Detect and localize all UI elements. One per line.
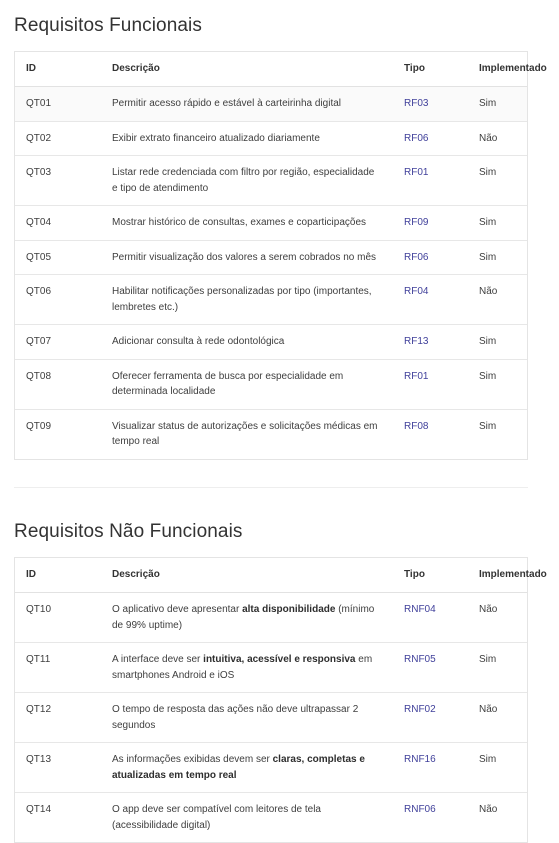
requirement-implemented: Não — [468, 593, 527, 643]
requirement-description: Permitir acesso rápido e estável à carteirinha digital — [101, 87, 393, 122]
requirement-id: QT03 — [15, 156, 101, 206]
table-row — [15, 87, 527, 122]
section-divider — [14, 487, 528, 488]
description-emphasis: claras, completas e atualizadas em tempo real — [112, 754, 365, 781]
description-text: O tempo de resposta das ações não deve ultrapassar 2 segundos — [112, 704, 359, 731]
requirement-implemented: Não — [468, 121, 527, 156]
requirement-description — [101, 643, 393, 693]
requirement-description: Adicionar consulta à rede odontológica — [101, 325, 393, 360]
requirement-id: QT06 — [15, 275, 101, 325]
nonfunctional-requirements-table — [15, 558, 547, 842]
requirement-type — [393, 275, 468, 325]
requirement-type-link[interactable]: RF01 — [404, 370, 429, 382]
requirement-description: Listar rede credenciada com filtro por região, especialidade e tipo de atendimento — [101, 156, 393, 206]
table-row — [15, 206, 527, 241]
header-implemented: Implementado — [468, 558, 527, 593]
requirement-description: Permitir visualização dos valores a serem cobrados no mês — [101, 240, 393, 275]
requirement-type — [393, 793, 468, 843]
table-header-row — [15, 52, 527, 87]
requirement-type-link[interactable]: RNF02 — [404, 704, 436, 715]
header-implemented: Implementado — [468, 52, 527, 87]
requirement-id: QT05 — [15, 240, 101, 275]
requirement-id: QT07 — [15, 325, 101, 360]
functional-requirements-table — [15, 52, 547, 459]
requirement-type — [393, 693, 468, 743]
header-type: Tipo — [393, 558, 468, 593]
requirement-id: QT13 — [15, 743, 101, 793]
requirement-description: Oferecer ferramenta de busca por especialidade em determinada localidade — [101, 359, 393, 409]
nonfunctional-table-container — [14, 557, 547, 843]
table-row — [15, 593, 527, 643]
requirement-type — [393, 409, 468, 459]
requirement-id: QT08 — [15, 359, 101, 409]
requirement-description — [101, 693, 393, 743]
table-row — [15, 693, 527, 743]
table-header-row — [15, 558, 527, 593]
requirement-id: QT01 — [15, 87, 101, 122]
table-row — [15, 275, 527, 325]
requirement-type-link[interactable]: RF06 — [404, 251, 429, 263]
description-emphasis: alta disponibilidade — [242, 604, 336, 615]
description-text: (mínimo de 99% uptime) — [112, 604, 375, 631]
requirement-id: QT09 — [26, 420, 52, 432]
description-emphasis: intuitiva, acessível e responsiva — [203, 654, 356, 665]
requirement-implemented: Não — [468, 275, 527, 325]
requirement-description — [101, 743, 393, 793]
table-row — [15, 156, 527, 206]
header-description: Descrição — [101, 52, 393, 87]
description-text: As informações exibidas devem ser — [112, 754, 273, 765]
requirement-type — [393, 156, 468, 206]
header-id: ID — [15, 52, 101, 87]
functional-table-body — [15, 87, 527, 459]
table-row — [15, 359, 527, 409]
functional-section-title: Requisitos Funcionais — [14, 15, 202, 36]
requirement-type-link[interactable]: RNF05 — [404, 654, 436, 665]
requirement-id: QT10 — [15, 593, 101, 643]
table-row — [15, 743, 527, 793]
requirement-type — [393, 121, 468, 156]
requirement-type — [393, 643, 468, 693]
requirement-type — [393, 593, 468, 643]
requirement-type-link[interactable]: RNF06 — [404, 804, 436, 815]
requirement-implemented: Sim — [468, 325, 527, 360]
requirement-type-link[interactable]: RF13 — [404, 336, 429, 347]
requirement-implemented: Sim — [468, 240, 527, 275]
requirement-implemented: Não — [468, 693, 527, 743]
nonfunctional-table-body — [15, 593, 527, 843]
requirement-implemented: Sim — [468, 643, 527, 693]
nonfunctional-section-title: Requisitos Não Funcionais — [14, 521, 243, 542]
requirement-id: QT02 — [15, 121, 101, 156]
header-id: ID — [15, 558, 101, 593]
table-row — [15, 643, 527, 693]
functional-table-container — [14, 51, 547, 460]
description-text: A interface deve ser — [112, 654, 204, 665]
requirement-type-link[interactable]: RF06 — [404, 132, 429, 144]
requirement-description: Exibir extrato financeiro atualizado diariamente — [101, 121, 393, 156]
requirement-id: QT14 — [26, 804, 52, 815]
requirement-type-link[interactable]: RF08 — [404, 420, 429, 432]
table-row — [15, 240, 527, 275]
requirement-type-link[interactable]: RF04 — [404, 286, 429, 297]
requirement-implemented: Sim — [479, 420, 497, 432]
requirement-description: Visualizar status de autorizações e solicitações médicas em tempo real — [112, 420, 378, 447]
requirement-description — [101, 793, 393, 843]
requirement-type — [393, 359, 468, 409]
table-row — [15, 325, 527, 360]
requirement-id: QT12 — [15, 693, 101, 743]
table-row — [15, 409, 527, 459]
requirement-description — [101, 593, 393, 643]
requirement-implemented: Não — [479, 804, 498, 815]
requirement-implemented: Sim — [468, 87, 527, 122]
requirement-type-link[interactable]: RF09 — [404, 217, 429, 228]
requirement-description: Mostrar histórico de consultas, exames e coparticipações — [101, 206, 393, 241]
requirement-implemented: Sim — [468, 206, 527, 241]
description-text: O app deve ser compatível com leitores de tela (acessibilidade digital) — [112, 804, 321, 831]
requirement-type-link[interactable]: RNF04 — [404, 604, 436, 615]
requirement-id: QT04 — [15, 206, 101, 241]
requirement-implemented: Sim — [468, 359, 527, 409]
requirement-description: Habilitar notificações personalizadas por tipo (importantes, lembretes etc.) — [101, 275, 393, 325]
requirement-type-link[interactable]: RNF16 — [404, 754, 436, 765]
requirement-type — [393, 325, 468, 360]
requirement-id: QT11 — [15, 643, 101, 693]
requirement-type — [393, 240, 468, 275]
description-text: O aplicativo deve apresentar — [112, 604, 243, 615]
requirement-type — [393, 87, 468, 122]
requirement-implemented: Sim — [468, 743, 527, 793]
description-text: em smartphones Android e iOS — [112, 654, 373, 681]
requirement-type-link[interactable]: RF01 — [404, 167, 429, 178]
requirement-type-link[interactable]: RF03 — [404, 98, 429, 109]
table-row — [15, 121, 527, 156]
requirement-type — [393, 743, 468, 793]
header-type: Tipo — [393, 52, 468, 87]
table-row — [15, 793, 527, 843]
requirement-implemented: Sim — [468, 156, 527, 206]
requirement-type — [393, 206, 468, 241]
header-description: Descrição — [101, 558, 393, 593]
